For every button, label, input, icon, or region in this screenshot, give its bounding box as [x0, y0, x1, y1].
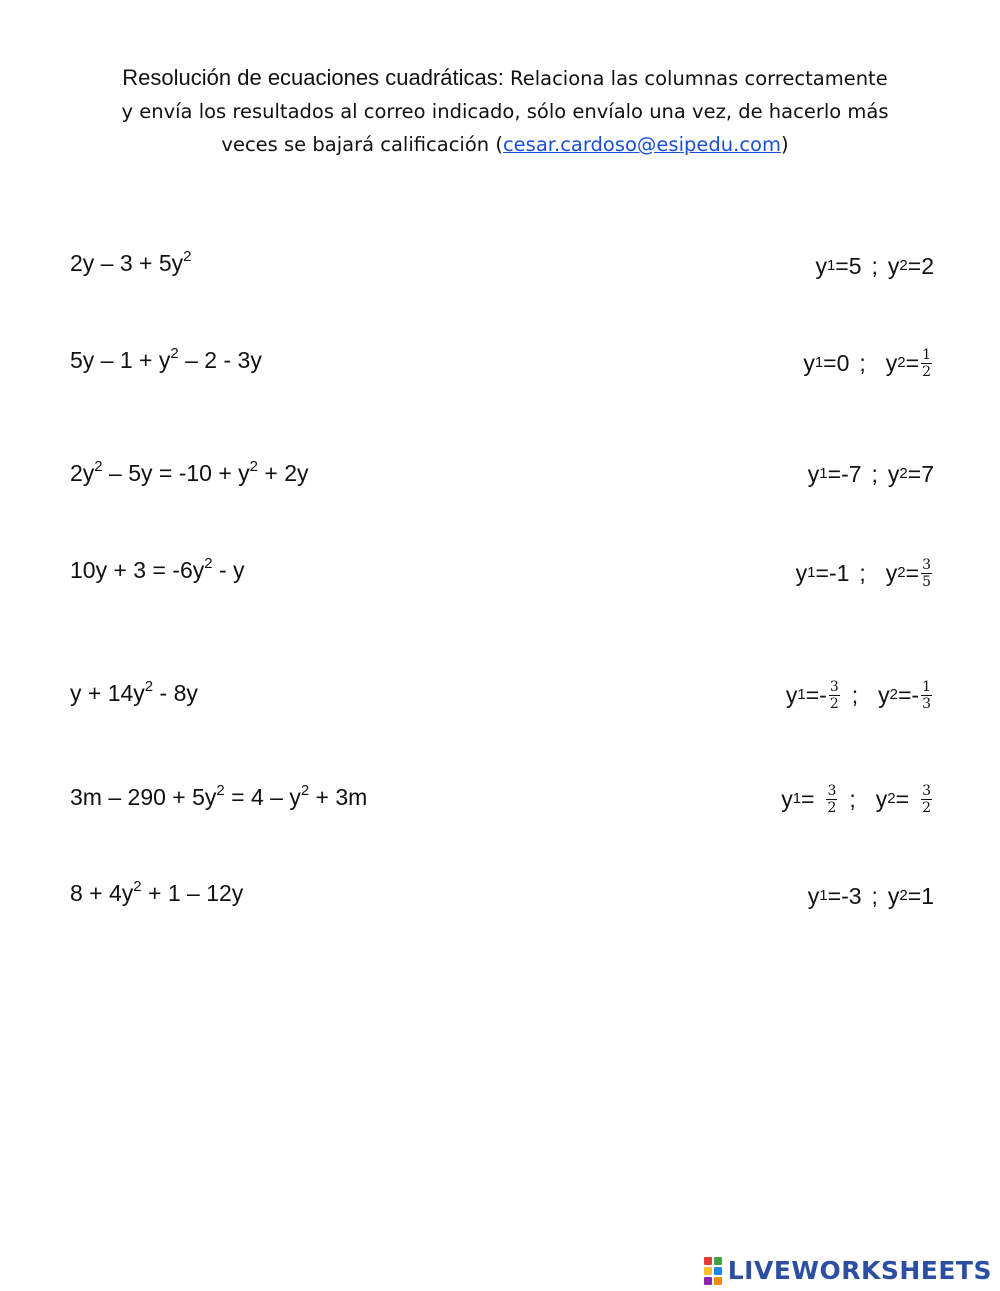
worksheet-title: Resolución de ecuaciones cuadráticas: — [122, 65, 504, 90]
liveworksheets-logo — [704, 1256, 992, 1285]
fraction: $\frac{3}{2}$ — [922, 782, 931, 816]
close-paren: ) — [780, 133, 789, 156]
logo-block — [704, 1257, 712, 1265]
logo-text: LIVEWORKSHEETS — [727, 1256, 992, 1285]
logo-block — [714, 1267, 722, 1275]
fraction: $\frac{3}{2}$ — [827, 782, 837, 816]
fraction: $\frac{1}{2}$ — [922, 346, 931, 380]
logo-block — [704, 1277, 712, 1285]
equation-6: $3m - 290 + 5y^2 = 4 - y^2 + 3m$ — [70, 782, 368, 810]
equation-2: $5y - 1 + y^2 - 2 - 3y$ — [70, 345, 262, 373]
logo-block — [704, 1267, 712, 1275]
fraction: $\frac{1}{3}$ — [922, 678, 931, 712]
solution-7: y 1 = -3 ; y 2 = 1 — [807, 882, 934, 909]
equation-5: $y + 14y^2 - 8y$ — [70, 678, 198, 706]
solution-3: y 1 = -7 ; y 2 = 7 — [807, 460, 934, 487]
instructions-header — [60, 62, 950, 161]
solution-6: y 1 = $\frac{3}{2}$ ; y 2 = $\frac{3}{2}$ — [781, 782, 931, 816]
logo-mark-icon — [704, 1257, 722, 1285]
logo-block — [714, 1277, 722, 1285]
equation-3: $2y^2 - 5y = -10 + y^2 + 2y$ — [70, 458, 309, 486]
fraction: $\frac{3}{5}$ — [922, 556, 931, 590]
equation-4: $10y + 3 = -6y^2 - y$ — [70, 555, 245, 583]
solution-1: y 1 = 5 ; y 2 = 2 — [815, 252, 934, 279]
instructions-line-2: y envía los resultados al correo indicado, sólo envíalo una vez, de hacerlo más — [121, 100, 889, 123]
equation-7: $8 + 4y^2 + 1 - 12y$ — [70, 878, 244, 906]
solution-2: y 1 = 0 ; y 2 = $\frac{1}{2}$ — [803, 346, 931, 380]
logo-block — [714, 1257, 722, 1265]
fraction: $\frac{3}{2}$ — [829, 678, 839, 712]
solution-4: y 1 = -1 ; y 2 = $\frac{3}{5}$ — [795, 556, 931, 590]
solution-5: y 1 = - $\frac{3}{2}$ ; y 2 = - $\frac{1}{3}$ — [785, 678, 931, 712]
instructions-line-1: Relaciona las columnas correctamente — [503, 67, 888, 90]
email-link[interactable]: cesar.cardoso@esipedu.com — [502, 133, 781, 156]
equation-1: $2y - 3 + 5y^2$ — [70, 248, 192, 276]
instructions-line-3: veces se bajará calificación ( — [221, 133, 503, 156]
